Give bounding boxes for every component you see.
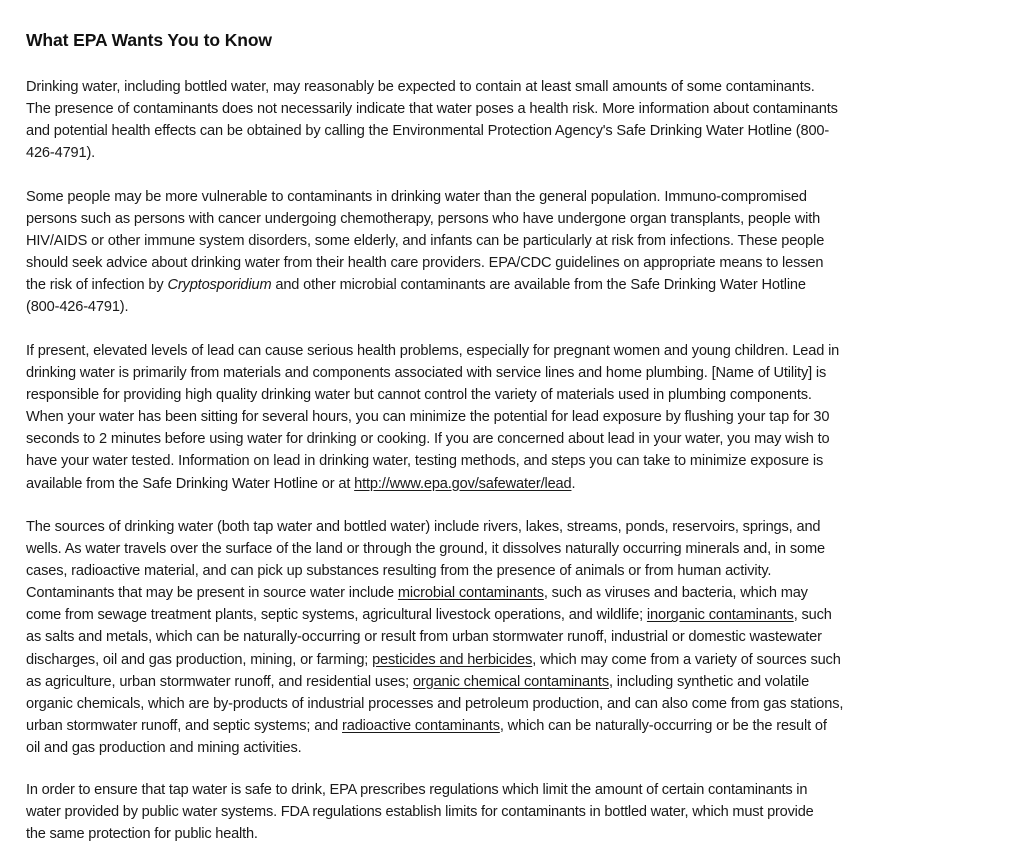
text-segment: as agriculture, urban stormwater runoff, and residential uses;: [26, 673, 413, 690]
paragraph-regulations: [26, 779, 1001, 845]
text-line: cases, radioactive material, and can pick up substances resulting from the presence of animals or from human activity.: [26, 563, 772, 580]
text-segment: .: [571, 475, 576, 492]
text-line: [26, 582, 1001, 604]
text-line: When your water has been sitting for several hours, you can minimize the potential for lead exposure by flushing your tap for 30: [26, 409, 830, 426]
text-line: [26, 473, 1001, 495]
text-line: drinking water is primarily from materials and components associated with service lines and home plumbing. [Name of Utility] is: [26, 365, 827, 382]
term-pesticides-herbicides: pesticides and herbicides: [372, 651, 533, 668]
text-line: [26, 604, 1001, 626]
epa-lead-link[interactable]: http://www.epa.gov/safewater/lead: [354, 475, 572, 492]
text-line: The sources of drinking water (both tap water and bottled water) include rivers, lakes, streams, ponds, reservoirs, springs, and: [26, 519, 821, 535]
text-line: organic chemicals, which are by-products of industrial processes and petroleum production, and can also come from gas stations,: [26, 695, 844, 712]
paragraph-lead: [26, 340, 1001, 495]
text-segment: , such: [793, 607, 832, 624]
text-line: The presence of contaminants does not necessarily indicate that water poses a health risk. More information about contaminants: [26, 101, 838, 118]
paragraph-contaminants-intro: [26, 76, 1001, 164]
text-line: [26, 649, 1001, 671]
text-segment: urban stormwater runoff, and septic systems; and: [26, 717, 343, 734]
text-segment: , such as viruses and bacteria, which may: [543, 585, 808, 602]
paragraph-sources: [26, 516, 1001, 759]
text-segment: , which may come from a variety of sources such: [532, 651, 841, 668]
text-line: and potential health effects can be obtained by calling the Environmental Protection Agency's Safe Drinking Water Hotline (800-: [26, 123, 830, 140]
text-segment: the risk of infection by: [26, 277, 168, 294]
text-line: wells. As water travels over the surface of the land or through the ground, it dissolves naturally occurring minerals and, in some: [26, 541, 825, 558]
text-segment: available from the Safe Drinking Water Hotline or at: [26, 475, 355, 492]
text-segment: discharges, oil and gas production, mining, or farming;: [26, 651, 373, 668]
text-line: [26, 671, 1001, 693]
text-line: [26, 274, 1001, 296]
text-line: should seek advice about drinking water from their health care providers. EPA/CDC guidelines on appropriate means to lessen: [26, 255, 824, 272]
text-line: [26, 715, 1001, 737]
text-segment: come from sewage treatment plants, septic systems, agricultural livestock operations, and wildlife;: [26, 607, 647, 624]
term-inorganic-contaminants: inorganic contaminants: [646, 607, 794, 624]
text-line: If present, elevated levels of lead can cause serious health problems, especially for pregnant women and young children. Lead in: [26, 343, 840, 359]
text-line: Some people may be more vulnerable to contaminants in drinking water than the general population. Immuno-compromised: [26, 189, 807, 205]
text-segment: , which can be naturally-occurring or be the result of: [499, 717, 827, 734]
text-line: as salts and metals, which can be naturally-occurring or result from urban stormwater runoff, industrial or domestic wastewater: [26, 629, 822, 646]
document-page: [26, 28, 1006, 843]
text-segment: , including synthetic and volatile: [608, 673, 810, 690]
text-line: water provided by public water systems. FDA regulations establish limits for contaminants in bottled water, which must provide: [26, 804, 814, 821]
text-line: persons such as persons with cancer undergoing chemotherapy, persons who have undergone organ transplants, people with: [26, 211, 821, 228]
page-title: What EPA Wants You to Know: [26, 30, 272, 50]
text-segment: Contaminants that may be present in source water include: [26, 585, 398, 602]
text-line: HIV/AIDS or other immune system disorders, some elderly, and infants can be particularly at risk from infections. These people: [26, 233, 825, 250]
italic-term-cryptosporidium: Cryptosporidium: [167, 277, 272, 294]
text-line: seconds to 2 minutes before using water for drinking or cooking. If you are concerned about lead in your water, you may wish to: [26, 431, 830, 448]
text-line: the same protection for public health.: [26, 826, 258, 843]
term-radioactive-contaminants: radioactive contaminants: [342, 717, 500, 734]
text-line: oil and gas production and mining activities.: [26, 739, 302, 756]
term-organic-chemical-contaminants: organic chemical contaminants: [412, 673, 609, 690]
text-line: have your water tested. Information on lead in drinking water, testing methods, and steps you can take to minimize exposure is: [26, 453, 824, 470]
text-line: 426-4791).: [26, 145, 96, 162]
paragraph-vulnerable-populations: [26, 186, 1001, 319]
text-segment: and other microbial contaminants are available from the Safe Drinking Water Hotline: [271, 277, 806, 294]
term-microbial-contaminants: microbial contaminants: [397, 585, 544, 602]
text-line: In order to ensure that tap water is safe to drink, EPA prescribes regulations which limit the amount of certain contaminants in: [26, 782, 808, 798]
text-line: responsible for providing high quality drinking water but cannot control the variety of materials used in plumbing components.: [26, 387, 812, 404]
text-line: Drinking water, including bottled water, may reasonably be expected to contain at least small amounts of some contaminants.: [26, 79, 815, 95]
text-line: (800-426-4791).: [26, 299, 129, 316]
